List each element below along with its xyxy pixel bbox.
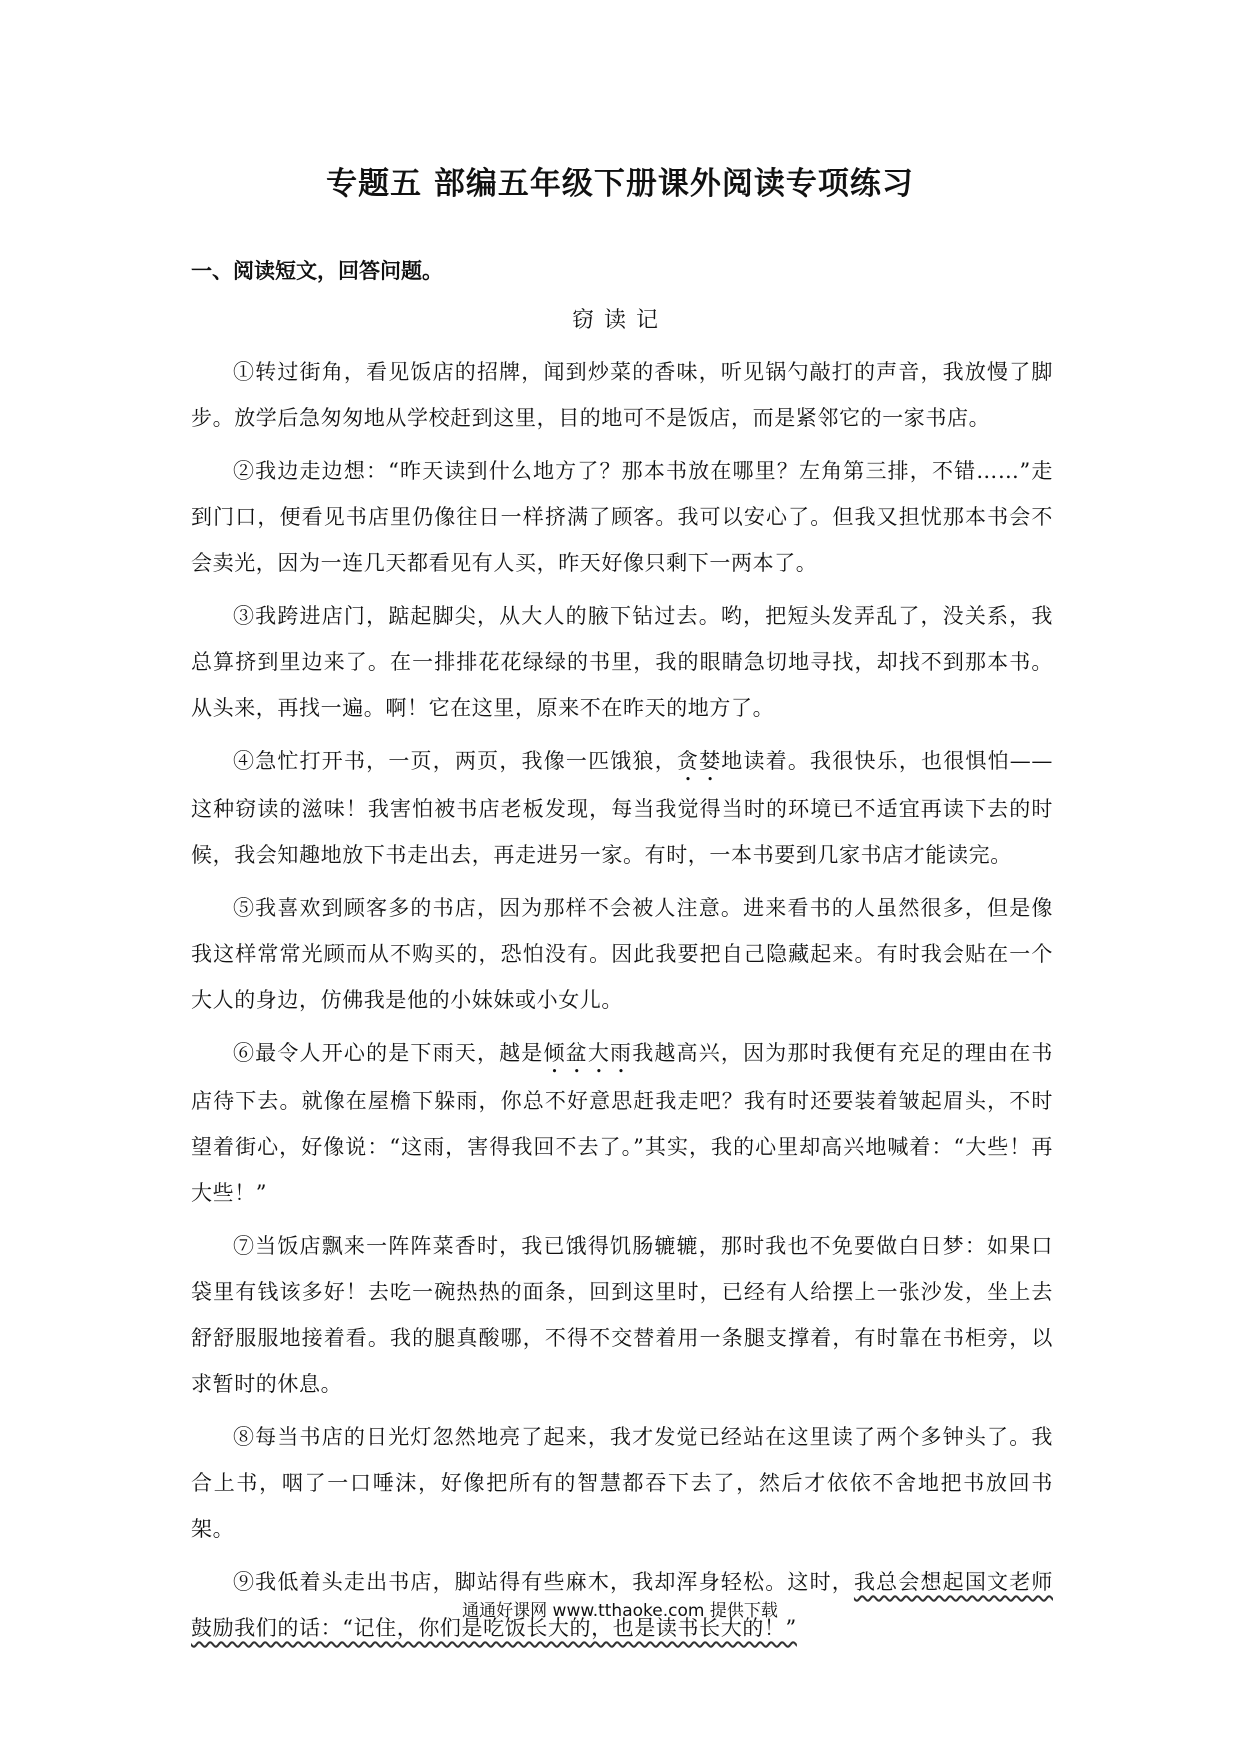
paragraph-6-after: 我越高兴，因为那时我便有充足的理由在书店待下去。就像在屋檐下躲雨，你总不好意思赶我走吧？我有时还要装着皱起眉头，不时望着街心，好像说：“这雨，害得我回不去了。”其实，我的心里却高兴地喊着：“大些！再大些！” <box>191 1041 1053 1205</box>
paragraph-4-after: 地读着。我很快乐，也很惧怕——这种窃读的滋味！我害怕被书店老板发现，每当我觉得当时的环境已不适宜再读下去的时候，我会知趣地放下书走出去，再走进另一家。有时，一本书要到几家书店才能读完。 <box>191 749 1054 867</box>
paragraph-4 <box>191 738 1053 878</box>
paragraph-2: ②我边走边想：“昨天读到什么地方了？那本书放在哪里？左角第三排，不错……”走到门口，便看见书店里仍像往日一样挤满了顾客。我可以安心了。但我又担忧那本书会不会卖光，因为一连几天都看见有人买，昨天好像只剩下一两本了。 <box>191 459 1053 575</box>
paragraph-1: ①转过街角，看见饭店的招牌，闻到炒菜的香味，听见锅勺敲打的声音，我放慢了脚步。放学后急匆匆地从学校赶到这里，目的地可不是饭店，而是紧邻它的一家书店。 <box>191 360 1053 430</box>
article-title: 窃读记 <box>571 308 668 333</box>
paragraph-7: ⑦当饭店飘来一阵阵菜香时，我已饿得饥肠辘辘，那时我也不免要做白日梦：如果口袋里有钱该多好！去吃一碗热热的面条，回到这里时，已经有人给摆上一张沙发，坐上去舒舒服服地接着看。我的腿真酸哪，不得不交替着用一条腿支撑着，有时靠在书柜旁，以求暂时的休息。 <box>191 1234 1053 1396</box>
paragraph-6-before: ⑥最令人开心的是下雨天，越是 <box>233 1041 544 1065</box>
section-heading: 一、阅读短文，回答问题。 <box>191 259 443 283</box>
paragraph-8: ⑧每当书店的日光灯忽然地亮了起来，我才发觉已经站在这里读了两个多钟头了。我合上书，咽了一口唾沫，好像把所有的智慧都吞下去了，然后才依依不舍地把书放回书架。 <box>191 1425 1053 1541</box>
paragraph-6 <box>191 1030 1053 1216</box>
dotted-word-tanlan: 贪婪 <box>676 749 722 773</box>
paragraph-4-before: ④急忙打开书，一页，两页，我像一匹饿狼， <box>233 749 677 773</box>
paragraph-5: ⑤我喜欢到顾客多的书店，因为那样不会被人注意。进来看书的人虽然很多，但是像我这样常常光顾而从不购买的，恐怕没有。因此我要把自己隐藏起来。有时我会贴在一个大人的身边，仿佛我是他的小妹妹或小女儿。 <box>191 896 1053 1012</box>
paragraph-9-before: ⑨我低着头走出书店，脚站得有些麻木，我却浑身轻松。这时， <box>233 1570 854 1594</box>
page-title: 专题五 部编五年级下册课外阅读专项练习 <box>326 166 914 202</box>
article-body <box>191 349 1053 1658</box>
dotted-word-qingpendayu: 倾盆大雨 <box>543 1041 633 1065</box>
underlined-sentence: 我总会想起国文老师鼓励我们的话：“记住，你们是吃饭长大的，也是读书长大的！” <box>191 1570 1053 1640</box>
paragraph-3: ③我跨进店门，踮起脚尖，从大人的腋下钻过去。哟，把短头发弄乱了，没关系，我总算挤到里边来了。在一排排花花绿绿的书里，我的眼睛急切地寻找，却找不到那本书。从头来，再找一遍。啊！它在这里，原来不在昨天的地方了。 <box>191 604 1053 720</box>
footer-source: 通通好课网 www.tthaoke.com 提供下载 <box>462 1601 778 1621</box>
